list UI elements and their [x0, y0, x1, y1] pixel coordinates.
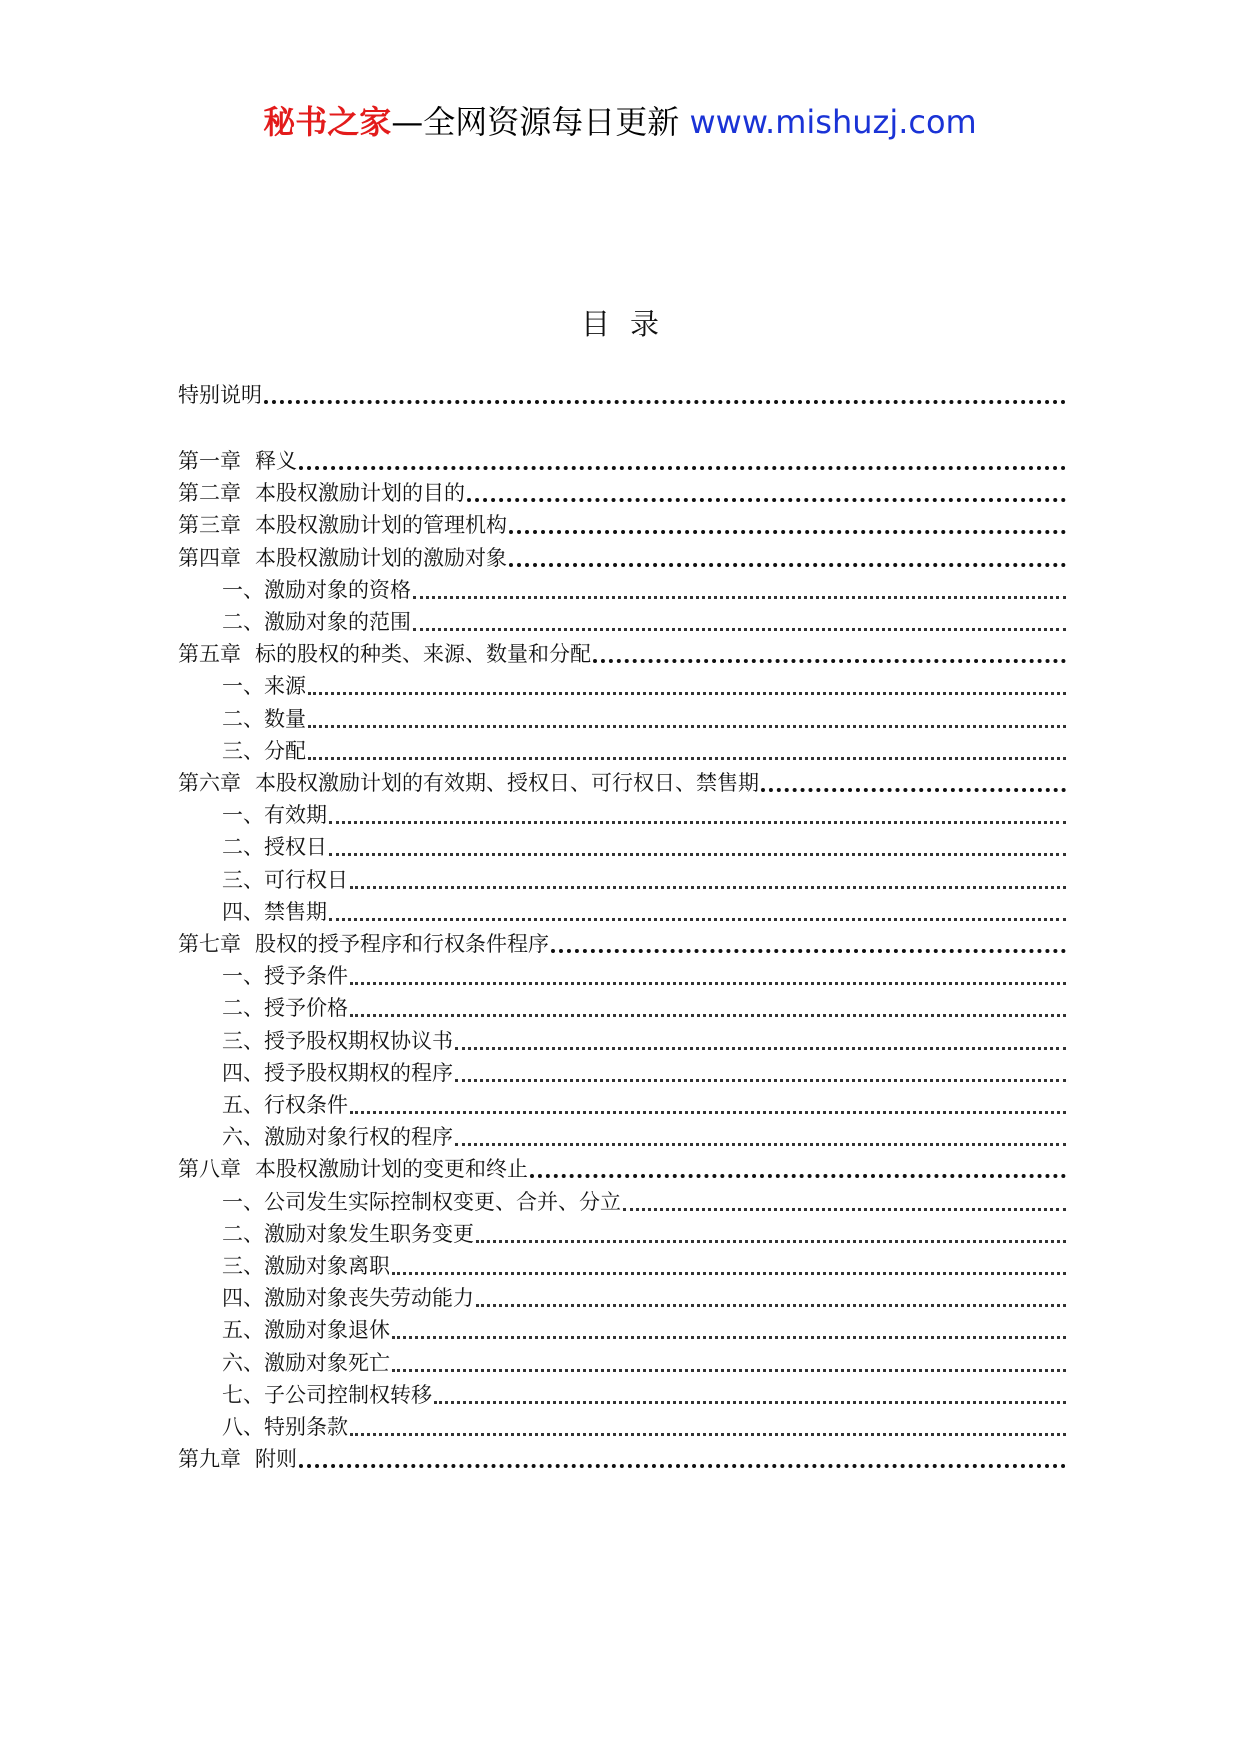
chapter-title: 股权的授予程序和行权条件程序 [255, 932, 549, 956]
dot-leader [413, 628, 1066, 631]
chapter-number: 第六章 [178, 771, 241, 795]
toc-section-entry[interactable] [178, 668, 1066, 700]
dot-leader [509, 530, 1066, 534]
toc-entry-label: 一、有效期 [222, 803, 327, 827]
dot-leader [551, 949, 1066, 953]
dot-leader [392, 1336, 1066, 1339]
toc-entry-label: 四、激励对象丧失劳动能力 [222, 1286, 474, 1310]
toc-section-entry[interactable] [178, 1216, 1066, 1248]
toc-entry-label: 三、分配 [222, 739, 306, 763]
dot-leader [329, 918, 1066, 921]
toc-chapter-entry[interactable] [178, 1441, 1066, 1473]
toc-entry-label [178, 1445, 297, 1473]
toc-entry-label: 三、可行权日 [222, 868, 348, 892]
toc-entry-label [178, 769, 759, 797]
header-url-link[interactable]: www.mishuzj.com [689, 103, 977, 141]
toc-chapter-entry[interactable] [178, 765, 1066, 797]
chapter-title: 标的股权的种类、来源、数量和分配 [255, 642, 591, 666]
toc-section-entry[interactable] [178, 1280, 1066, 1312]
dot-leader [329, 821, 1066, 824]
toc-entry-label: 六、激励对象行权的程序 [222, 1125, 453, 1149]
dot-leader [350, 982, 1066, 985]
toc-chapter-entry[interactable] [178, 507, 1066, 539]
dot-leader [761, 788, 1066, 792]
toc-section-entry[interactable] [178, 1377, 1066, 1409]
chapter-number: 第四章 [178, 546, 241, 570]
dot-leader [530, 1174, 1066, 1178]
dot-leader [509, 563, 1066, 567]
chapter-number: 第一章 [178, 449, 241, 473]
toc-section-entry[interactable] [178, 1119, 1066, 1151]
dot-leader [299, 466, 1066, 470]
dot-leader [593, 659, 1066, 663]
dot-leader [308, 757, 1066, 760]
chapter-number: 第七章 [178, 932, 241, 956]
toc-section-entry[interactable] [178, 862, 1066, 894]
dot-leader [299, 1464, 1066, 1468]
site-header [0, 102, 1240, 142]
toc-chapter-entry[interactable] [178, 540, 1066, 572]
toc-section-entry[interactable] [178, 990, 1066, 1022]
chapter-number: 第八章 [178, 1157, 241, 1181]
dot-leader [455, 1079, 1066, 1082]
dot-leader [350, 886, 1066, 889]
toc-section-entry[interactable] [178, 604, 1066, 636]
dot-leader [476, 1304, 1066, 1307]
chapter-title: 本股权激励计划的激励对象 [255, 546, 507, 570]
dot-leader [350, 1111, 1066, 1114]
chapter-title: 本股权激励计划的变更和终止 [255, 1157, 528, 1181]
dot-leader [413, 596, 1066, 599]
dot-leader [329, 853, 1066, 856]
dot-leader [467, 498, 1066, 502]
chapter-title: 本股权激励计划的管理机构 [255, 513, 507, 537]
toc-entry-label: 二、授权日 [222, 835, 327, 859]
chapter-number: 第三章 [178, 513, 241, 537]
toc-section-entry[interactable] [178, 1023, 1066, 1055]
chapter-number: 第九章 [178, 1447, 241, 1471]
toc-section-entry[interactable] [178, 1312, 1066, 1344]
toc-entry-label [178, 640, 591, 668]
toc-chapter-entry[interactable] [178, 475, 1066, 507]
toc-entry-label: 六、激励对象死亡 [222, 1351, 390, 1375]
chapter-number: 第五章 [178, 642, 241, 666]
dot-leader [392, 1369, 1066, 1372]
toc-section-entry[interactable] [178, 1248, 1066, 1280]
toc-entry-label [178, 1155, 528, 1183]
dot-leader [308, 692, 1066, 695]
toc-section-entry[interactable] [178, 797, 1066, 829]
toc-section-entry[interactable] [178, 958, 1066, 990]
toc-entry-label: 二、激励对象的范围 [222, 610, 411, 634]
toc-section-entry[interactable] [178, 1409, 1066, 1441]
toc-section-entry[interactable] [178, 1087, 1066, 1119]
toc-section-entry[interactable] [178, 572, 1066, 604]
toc-section-entry[interactable] [178, 733, 1066, 765]
toc-entry-label [178, 511, 507, 539]
toc-entry-label [178, 447, 297, 475]
toc-chapter-entry[interactable] [178, 1151, 1066, 1183]
toc-chapter-entry[interactable] [178, 443, 1066, 475]
toc-section-entry[interactable] [178, 701, 1066, 733]
toc-section-entry[interactable] [178, 829, 1066, 861]
toc-chapter-entry[interactable] [178, 636, 1066, 668]
header-brand: 秘书之家 [263, 103, 392, 141]
dot-leader [434, 1401, 1066, 1404]
dot-leader [308, 725, 1066, 728]
toc-entry-label: 二、授予价格 [222, 996, 348, 1020]
header-slogan: —全网资源每日更新 [391, 103, 690, 141]
dot-leader [623, 1208, 1066, 1211]
dot-leader [455, 1047, 1066, 1050]
chapter-title: 本股权激励计划的目的 [255, 481, 465, 505]
toc-chapter-entry[interactable] [178, 926, 1066, 958]
toc-entry-label: 二、数量 [222, 707, 306, 731]
toc-entry-special-note[interactable] [178, 377, 1066, 409]
toc-entry-label: 一、来源 [222, 674, 306, 698]
dot-leader [264, 400, 1066, 404]
toc-entry-label: 三、激励对象离职 [222, 1254, 390, 1278]
chapter-title: 附则 [255, 1447, 297, 1471]
dot-leader [476, 1240, 1066, 1243]
toc-entry-label: 一、授予条件 [222, 964, 348, 988]
toc-entry-label: 三、授予股权期权协议书 [222, 1029, 453, 1053]
toc-entry-label [178, 479, 465, 507]
toc-entry-label: 七、子公司控制权转移 [222, 1383, 432, 1407]
toc-title: 目录 [580, 307, 679, 341]
toc-section-entry[interactable] [178, 1055, 1066, 1087]
toc-entry-label: 五、行权条件 [222, 1093, 348, 1117]
toc-section-entry[interactable] [178, 894, 1066, 926]
toc-entry-label: 一、激励对象的资格 [222, 578, 411, 602]
toc-entry-label: 一、公司发生实际控制权变更、合并、分立 [222, 1190, 621, 1214]
dot-leader [350, 1433, 1066, 1436]
toc-entry-label: 四、授予股权期权的程序 [222, 1061, 453, 1085]
toc-entry-label: 二、激励对象发生职务变更 [222, 1222, 474, 1246]
toc-entry-label [178, 544, 507, 572]
toc-entry-label: 八、特别条款 [222, 1415, 348, 1439]
chapter-title: 本股权激励计划的有效期、授权日、可行权日、禁售期 [255, 771, 759, 795]
chapter-number: 第二章 [178, 481, 241, 505]
chapter-title: 释义 [255, 449, 297, 473]
toc-entry-label: 五、激励对象退休 [222, 1318, 390, 1342]
toc-entry-label: 四、禁售期 [222, 900, 327, 924]
toc-section-entry[interactable] [178, 1184, 1066, 1216]
toc-entry-label [178, 930, 549, 958]
toc-section-entry[interactable] [178, 1345, 1066, 1377]
dot-leader [455, 1143, 1066, 1146]
toc-entry-label: 特别说明 [178, 383, 262, 407]
dot-leader [392, 1272, 1066, 1275]
dot-leader [350, 1014, 1066, 1017]
